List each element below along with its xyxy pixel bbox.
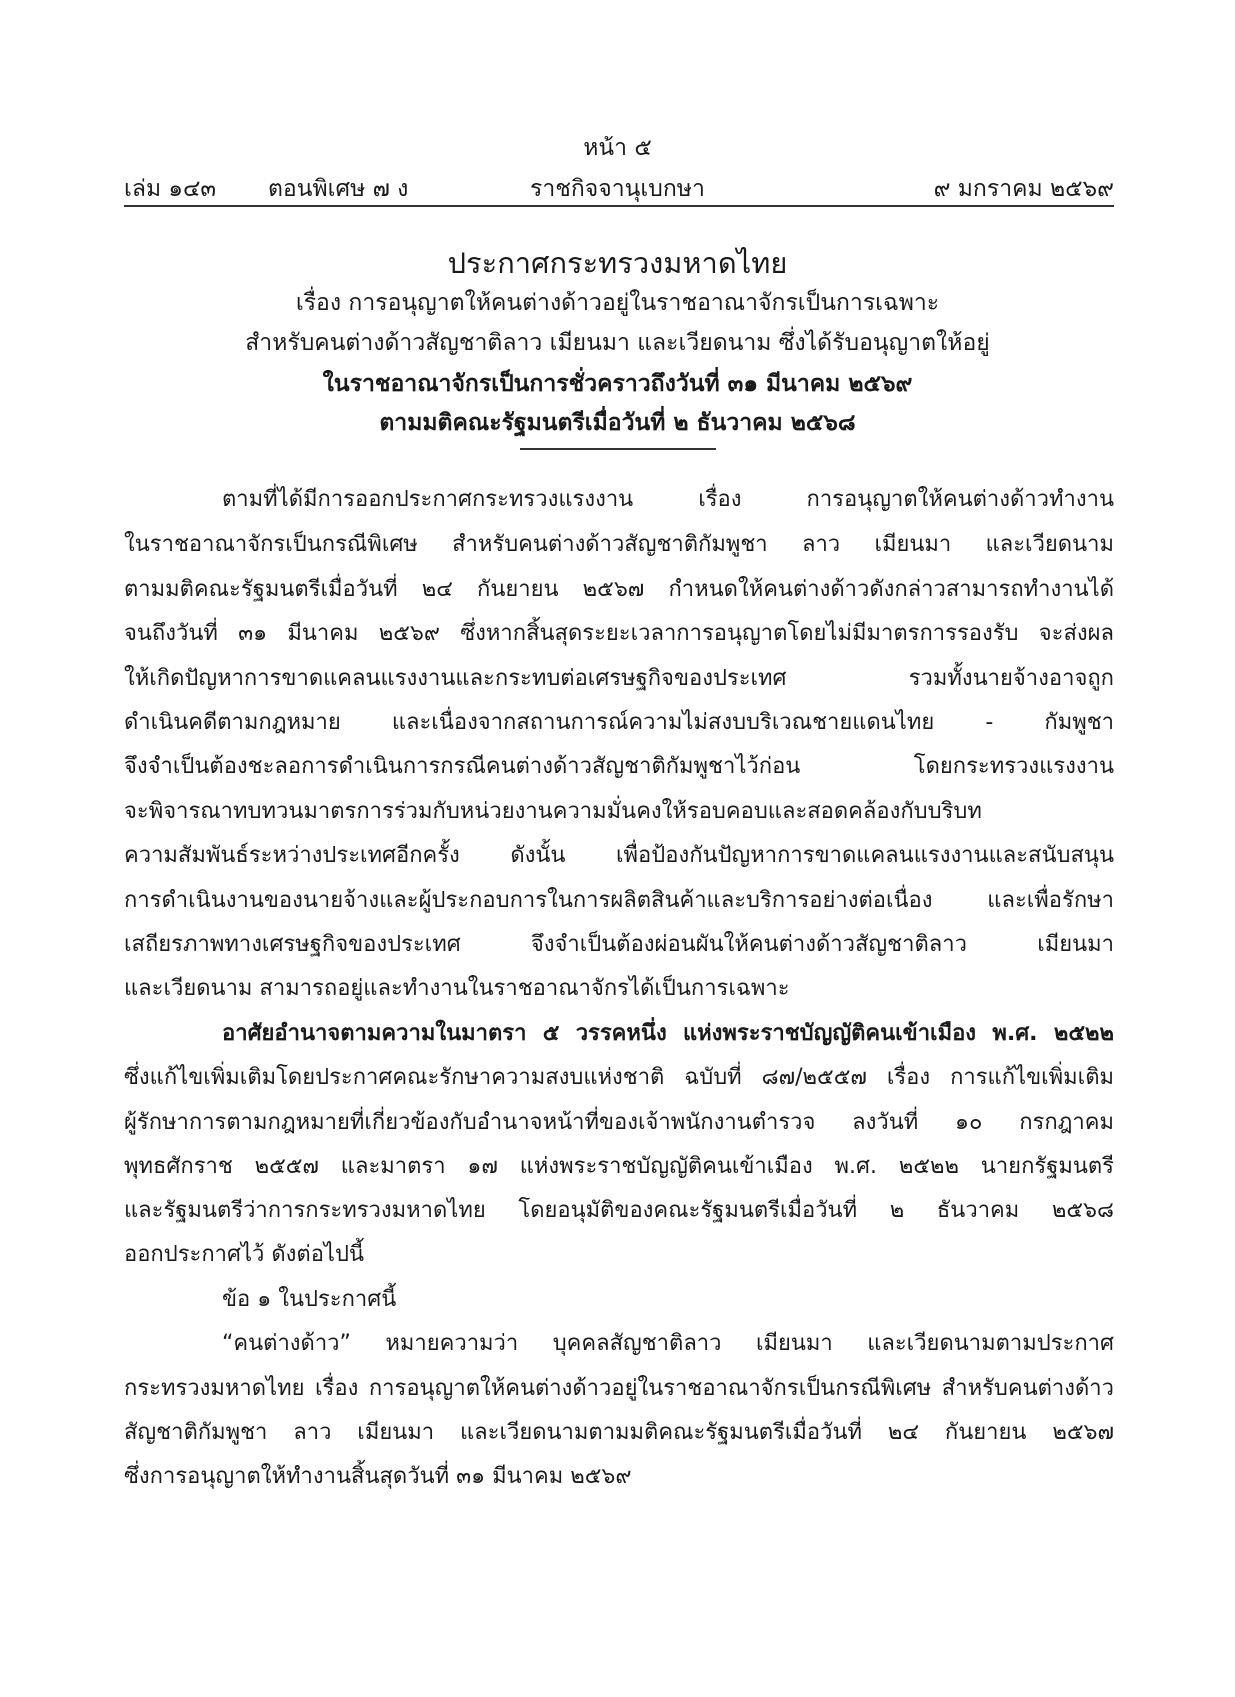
header-divider xyxy=(124,205,1114,207)
subject-line: ในราชอาณาจักรเป็นการชั่วคราวถึงวันที่ ๓๑ มีนาคม ๒๕๖๙ xyxy=(322,371,913,397)
paragraph-line: “คนต่างด้าว” หมายความว่า บุคคลสัญชาติลาว เมียนมา และเวียดนามตามประกาศ xyxy=(222,1331,1114,1356)
paragraph-line: เสถียรภาพทางเศรษฐกิจของประเทศ จึงจำเป็นต้องผ่อนผันให้คนต่างด้าวสัญชาติลาว เมียนมา xyxy=(124,932,1114,957)
paragraph-line: ซึ่งการอนุญาตให้ทำงานสิ้นสุดวันที่ ๓๑ มีนาคม ๒๕๖๙ xyxy=(124,1464,632,1489)
gazette-name: ราชกิจจานุเบกษา xyxy=(530,176,705,202)
subject-line: สำหรับคนต่างด้าวสัญชาติลาว เมียนมา และเวียดนาม ซึ่งได้รับอนุญาตให้อยู่ xyxy=(245,330,990,356)
announcement-title: ประกาศกระทรวงมหาดไทย xyxy=(447,246,788,280)
paragraph-line: จนถึงวันที่ ๓๑ มีนาคม ๒๕๖๙ ซึ่งหากสิ้นสุดระยะเวลาการอนุญาตโดยไม่มีมาตรการรองรับ จะส่งผล xyxy=(124,621,1114,646)
issue-date: ๙ มกราคม ๒๕๖๙ xyxy=(933,176,1114,202)
paragraph-line: ตามมติคณะรัฐมนตรีเมื่อวันที่ ๒๔ กันยายน ๒๕๖๗ กำหนดให้คนต่างด้าวดังกล่าวสามารถทำงานได้ xyxy=(124,577,1114,602)
clause-heading: ข้อ ๑ ในประกาศนี้ xyxy=(222,1287,397,1312)
page-number: หน้า ๕ xyxy=(583,135,652,161)
paragraph-line: การดำเนินงานของนายจ้างและผู้ประกอบการในการผลิตสินค้าและบริการอย่างต่อเนื่อง และเพื่อรักษา xyxy=(124,888,1114,913)
paragraph-line: ในราชอาณาจักรเป็นกรณีพิเศษ สำหรับคนต่างด้าวสัญชาติกัมพูชา ลาว เมียนมา และเวียดนาม xyxy=(124,532,1114,557)
paragraph-line: ซึ่งแก้ไขเพิ่มเติมโดยประกาศคณะรักษาความสงบแห่งชาติ ฉบับที่ ๘๗/๒๕๕๗ เรื่อง การแก้ไขเพิ่มเติม xyxy=(124,1065,1114,1090)
paragraph-line: ออกประกาศไว้ ดังต่อไปนี้ xyxy=(124,1242,364,1267)
subject-line: เรื่อง การอนุญาตให้คนต่างด้าวอยู่ในราชอาณาจักรเป็นการเฉพาะ xyxy=(295,290,940,316)
section-label: ตอนพิเศษ ๗ ง xyxy=(268,176,409,202)
paragraph-line: และเวียดนาม สามารถอยู่และทำงานในราชอาณาจักรได้เป็นการเฉพาะ xyxy=(124,976,790,1001)
volume-label: เล่ม ๑๔๓ xyxy=(124,176,217,202)
paragraph-line: ความสัมพันธ์ระหว่างประเทศอีกครั้ง ดังนั้น เพื่อป้องกันปัญหาการขาดแคลนแรงงานและสนับสนุน xyxy=(124,843,1114,868)
title-divider xyxy=(520,448,716,450)
paragraph-line: ตามที่ได้มีการออกประกาศกระทรวงแรงงาน เรื่อง การอนุญาตให้คนต่างด้าวทำงาน xyxy=(222,487,1114,512)
paragraph-line: พุทธศักราช ๒๕๕๗ และมาตรา ๑๗ แห่งพระราชบัญญัติคนเข้าเมือง พ.ศ. ๒๕๒๒ นายกรัฐมนตรี xyxy=(124,1154,1114,1179)
paragraph-line: ผู้รักษาการตามกฎหมายที่เกี่ยวข้องกับอำนาจหน้าที่ของเจ้าพนักงานตำรวจ ลงวันที่ ๑๐ กรกฎาคม xyxy=(124,1110,1114,1135)
paragraph-line: กระทรวงมหาดไทย เรื่อง การอนุญาตให้คนต่างด้าวอยู่ในราชอาณาจักรเป็นกรณีพิเศษ สำหรับคนต่างด้าว xyxy=(124,1376,1114,1401)
subject-line: ตามมติคณะรัฐมนตรีเมื่อวันที่ ๒ ธันวาคม ๒๕๖๘ xyxy=(379,410,856,436)
paragraph-line: สัญชาติกัมพูชา ลาว เมียนมา และเวียดนามตามมติคณะรัฐมนตรีเมื่อวันที่ ๒๔ กันยายน ๒๕๖๗ xyxy=(124,1420,1114,1445)
paragraph-line: และรัฐมนตรีว่าการกระทรวงมหาดไทย โดยอนุมัติของคณะรัฐมนตรีเมื่อวันที่ ๒ ธันวาคม ๒๕๖๘ xyxy=(124,1198,1114,1223)
paragraph-line: อาศัยอำนาจตามความในมาตรา ๕ วรรคหนึ่ง แห่งพระราชบัญญัติคนเข้าเมือง พ.ศ. ๒๕๒๒ xyxy=(222,1021,1114,1046)
paragraph-line: ดำเนินคดีตามกฎหมาย และเนื่องจากสถานการณ์ความไม่สงบบริเวณชายแดนไทย - กัมพูชา xyxy=(124,710,1114,735)
paragraph-line: จึงจำเป็นต้องชะลอการดำเนินการกรณีคนต่างด้าวสัญชาติกัมพูชาไว้ก่อน โดยกระทรวงแรงงาน xyxy=(124,754,1114,779)
paragraph-line: ให้เกิดปัญหาการขาดแคลนแรงงานและกระทบต่อเศรษฐกิจของประเทศ รวมทั้งนายจ้างอาจถูก xyxy=(124,666,1114,691)
paragraph-line: จะพิจารณาทบทวนมาตรการร่วมกับหน่วยงานความมั่นคงให้รอบคอบและสอดคล้องกับบริบท xyxy=(124,799,982,824)
